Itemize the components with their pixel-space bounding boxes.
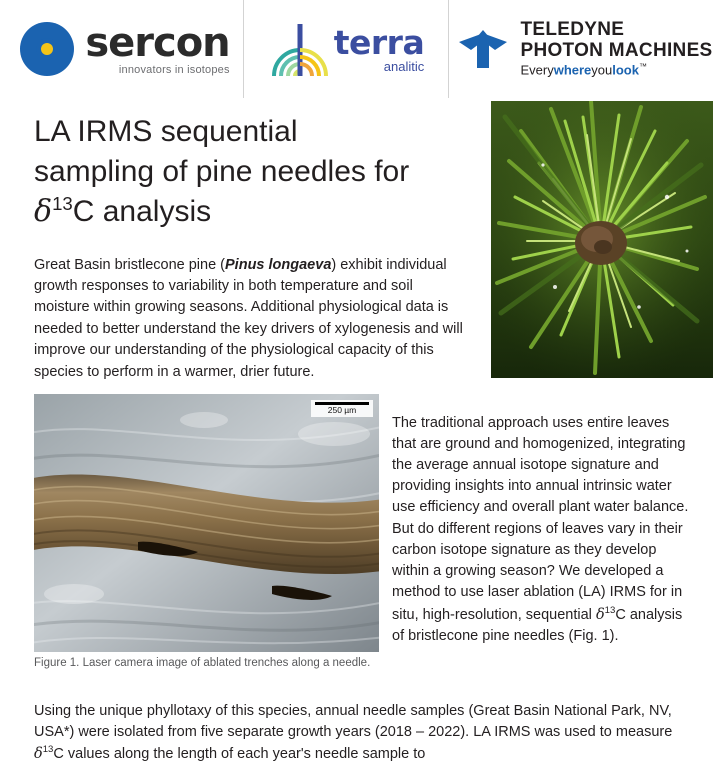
body-delta-symbol: δ	[595, 606, 605, 623]
logo-bar	[0, 0, 719, 98]
teledyne-trademark: ™	[638, 62, 647, 72]
body-right-part1: The traditional approach uses entire leaves that are ground and homogenized, integrating the average annual isotope signature and providing insights into annual intrinsic water use efficiency and overall plant water balance. But do different regions of leaves vary in their carbon isotope signature as they develop within a growing season? We developed a method to use laser ablation (LA) IRMS for in situ, high-resolution, sequential	[392, 414, 689, 623]
laser-camera-image	[34, 394, 379, 652]
figure-caption: Figure 1. Laser camera image of ablated trenches along a needle.	[34, 657, 371, 669]
intro-paragraph	[34, 255, 466, 384]
bottom-delta-symbol: δ	[34, 745, 43, 762]
logo-sercon	[0, 0, 243, 98]
bottom-delta-superscript: 13	[42, 743, 54, 755]
scale-bar	[311, 400, 373, 417]
intro-text-b: ) exhibit individual growth responses to variability in both temperature and soil moisture within growing seasons. Additional physiological data is needed to better understand the key drivers of xylogenesis and will improve our understanding of the physiological capacity of this species to perform in a warmer, drier future.	[34, 256, 463, 380]
bottom-part1: Using the unique phyllotaxy of this species, annual needle samples (Great Basin National Park, NV, USA*) were isolated from five separate growth years (2018 – 2022). LA IRMS was used to measure	[34, 702, 673, 740]
page-title-line3	[34, 192, 464, 232]
logo-teledyne-photon-machines	[449, 0, 719, 98]
teledyne-tagline-you: you	[591, 62, 613, 78]
terra-arcs-icon	[268, 20, 330, 78]
sercon-tagline: innovators in isotopes	[118, 63, 230, 76]
pine-needles-photo	[491, 101, 713, 378]
logo-terra-analitic	[243, 0, 449, 98]
teledyne-tagline-look: look	[612, 62, 639, 78]
page-title-line2: sampling of pine needles for	[34, 155, 410, 189]
page-title-line3-rest: C analysis	[72, 195, 212, 229]
teledyne-tagline	[520, 63, 712, 77]
bottom-paragraph	[34, 701, 694, 765]
sercon-wordmark: sercon	[85, 19, 230, 66]
teledyne-bird-icon	[455, 28, 511, 70]
teledyne-tagline-pre: Every	[520, 62, 554, 78]
terra-tagline: analitic	[383, 58, 425, 74]
intro-text-a: Great Basin bristlecone pine (	[34, 256, 226, 273]
sercon-logo-icon	[19, 21, 75, 77]
teledyne-line1: TELEDYNE	[520, 19, 625, 41]
body-delta-superscript: 13	[604, 604, 616, 616]
delta-symbol: δ	[34, 194, 53, 230]
teledyne-line2: PHOTON MACHINES	[520, 39, 713, 61]
body-right-part2: C analysis of bristlecone pine needles (Fig. 1).	[392, 606, 683, 644]
delta-superscript: 13	[52, 193, 73, 215]
teledyne-tagline-where: where	[553, 62, 592, 78]
scale-bar-label: 250 µm	[327, 405, 357, 415]
body-right-paragraph	[392, 413, 692, 647]
terra-wordmark: terra	[333, 22, 425, 62]
page-title-line1: LA IRMS sequential	[34, 115, 298, 148]
bottom-part2: C values along the length of each year's needle sample to	[53, 745, 426, 762]
page-title	[34, 112, 464, 233]
species-name: Pinus longaeva	[225, 256, 332, 273]
